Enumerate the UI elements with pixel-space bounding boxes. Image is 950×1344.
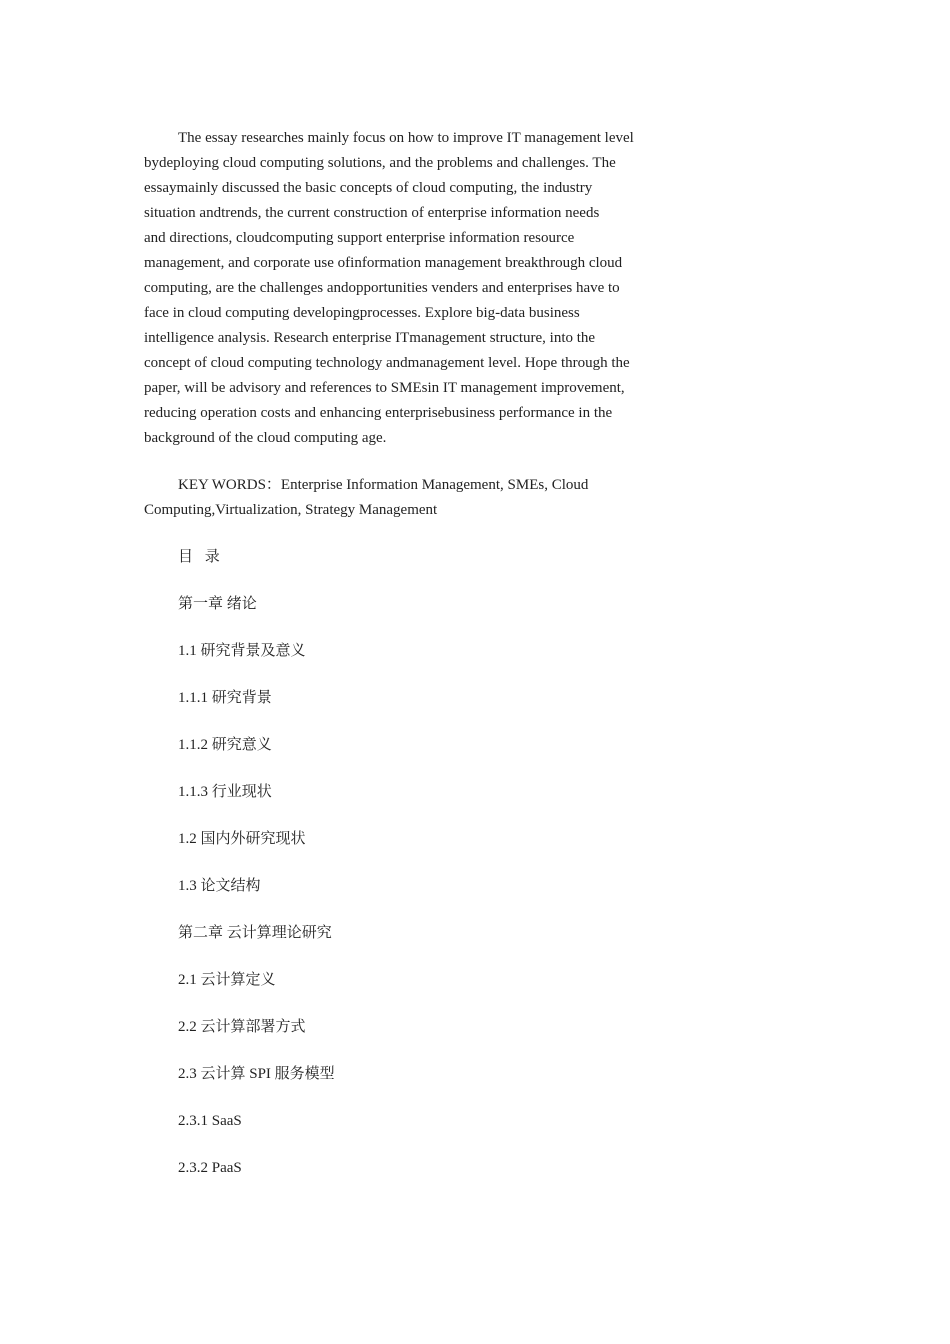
toc-item: 2.1 云计算定义 bbox=[178, 972, 276, 988]
toc-item: 1.3 论文结构 bbox=[178, 878, 261, 894]
keywords-paragraph: KEY WORDS：Enterprise Information Management, SMEs, Cloud Computing,Virtualization, Strategy Management bbox=[144, 477, 589, 518]
toc-item: 1.1.1 研究背景 bbox=[178, 690, 272, 706]
toc-list bbox=[144, 592, 804, 1181]
toc-item: 2.2 云计算部署方式 bbox=[178, 1019, 306, 1035]
toc-item: 1.1.2 研究意义 bbox=[178, 737, 272, 753]
toc-item: 1.1.3 行业现状 bbox=[178, 784, 272, 800]
toc-item: 第二章 云计算理论研究 bbox=[178, 925, 332, 941]
toc-item: 2.3.2 PaaS bbox=[178, 1160, 242, 1176]
toc-item: 第一章 绪论 bbox=[178, 596, 257, 612]
toc-title: 目 录 bbox=[178, 549, 224, 565]
abstract-paragraph: The essay researches mainly focus on how to improve IT management level bydeploying cloud computing solutions, and the problems and challenges. The essaymainly discussed the basic concepts of cloud computing, the industry situation andtrends, the current construction of enterprise information needs and directions, cloudcomputing support enterprise information resource management, and corporate use ofinformation management breakthrough cloud computing, are the challenges andopportunities venders and enterprises have to face in cloud computing developingprocesses. Explore big-data business intelligence analysis. Research enterprise ITmanagement structure, into the concept of cloud computing technology andmanagement level. Hope through the paper, will be advisory and references to SMEsin IT management improvement, reducing operation costs and enhancing enterprisebusiness performance in the background of the cloud computing age. bbox=[144, 130, 634, 446]
toc-item: 1.2 国内外研究现状 bbox=[178, 831, 306, 847]
toc-item: 1.1 研究背景及意义 bbox=[178, 643, 306, 659]
toc-item: 2.3 云计算 SPI 服务模型 bbox=[178, 1066, 335, 1082]
document-page bbox=[144, 126, 804, 1181]
toc-item: 2.3.1 SaaS bbox=[178, 1113, 242, 1129]
